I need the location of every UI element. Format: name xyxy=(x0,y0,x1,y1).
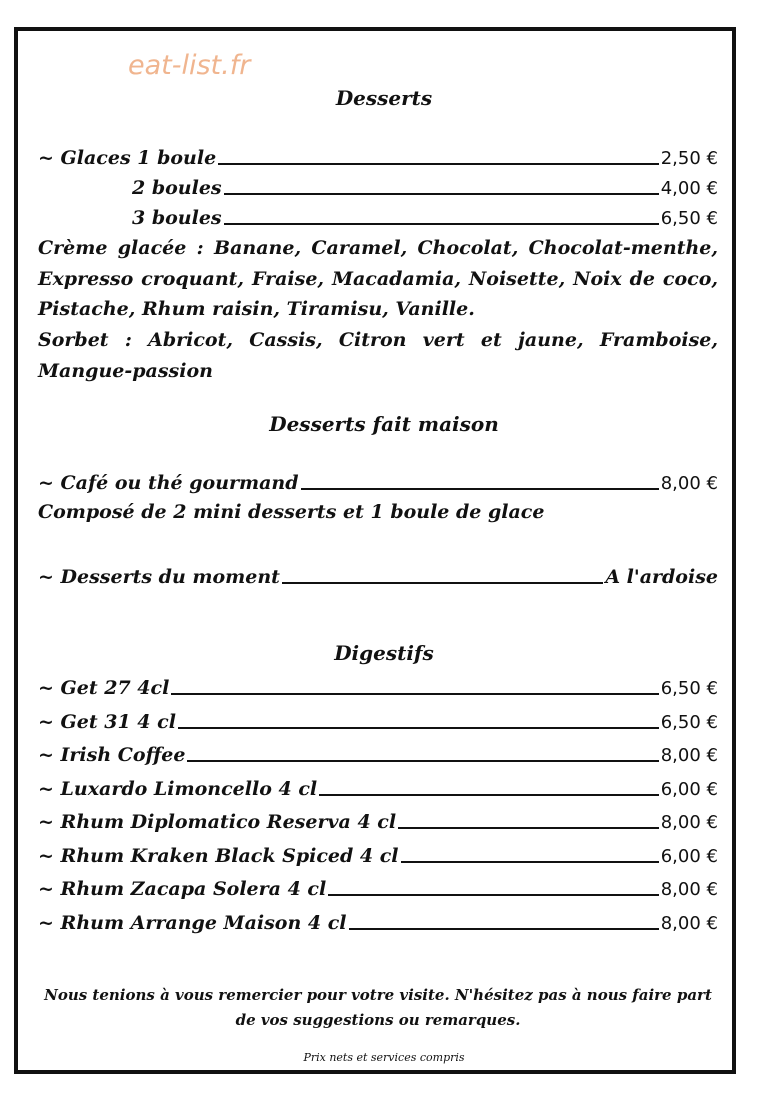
dotted-leader xyxy=(401,861,659,863)
dotted-leader xyxy=(398,827,659,829)
menu-item-digestif xyxy=(38,908,718,934)
item-price: 2,50 € xyxy=(660,148,718,169)
menu-item-digestif xyxy=(38,774,718,800)
item-price: 8,00 € xyxy=(660,812,718,833)
desserts-maison-title: Desserts fait maison xyxy=(269,412,499,436)
dotted-leader xyxy=(171,693,658,695)
menu-item-digestif xyxy=(38,740,718,766)
item-price: 6,00 € xyxy=(660,846,718,867)
item-label: ~ Get 31 4 cl xyxy=(38,711,176,733)
menu-item-glaces-2-boules xyxy=(132,173,718,199)
item-label: ~ Rhum Diplomatico Reserva 4 cl xyxy=(38,811,397,833)
menu-item-cafe-gourmand xyxy=(38,468,718,494)
thank-you-message: Nous tenions à vous remercier pour votre visite. N'hésitez pas à nous faire part de vos suggestions ou remarques. xyxy=(44,986,712,1029)
item-label: ~ Rhum Arrange Maison 4 cl xyxy=(38,912,347,934)
watermark: eat-list.fr xyxy=(128,50,251,81)
desserts-title: Desserts xyxy=(335,86,433,110)
dotted-leader xyxy=(349,928,659,930)
item-label: ~ Rhum Zacapa Solera 4 cl xyxy=(38,878,327,900)
item-price: 8,00 € xyxy=(660,745,718,766)
dotted-leader xyxy=(328,894,659,896)
digestifs-title: Digestifs xyxy=(334,641,434,665)
item-label: ~ Rhum Kraken Black Spiced 4 cl xyxy=(38,845,399,867)
item-price: 8,00 € xyxy=(660,473,718,494)
item-price: 8,00 € xyxy=(660,879,718,900)
item-price: 6,50 € xyxy=(660,208,718,229)
item-price: 6,50 € xyxy=(660,678,718,699)
item-label: ~ Glaces 1 boule xyxy=(38,147,217,169)
item-label: 2 boules xyxy=(132,177,222,199)
creme-glacee-flavors: Crème glacée : Banane, Caramel, Chocolat, Chocolat-menthe, Expresso croquant, Fraise, Macadamia, Noisette, Noix de coco, Pistache, Rhum raisin, Tiramisu, Vanille. xyxy=(38,237,718,320)
dotted-leader xyxy=(218,163,659,165)
price-note: Prix nets et services compris xyxy=(303,1051,465,1064)
menu-item-digestif xyxy=(38,707,718,733)
item-price: A l'ardoise xyxy=(605,566,718,588)
item-label: ~ Irish Coffee xyxy=(38,744,186,766)
item-label: ~ Desserts du moment xyxy=(38,566,280,588)
menu-item-digestif xyxy=(38,874,718,900)
item-label: ~ Luxardo Limoncello 4 cl xyxy=(38,778,318,800)
dotted-leader xyxy=(224,223,659,225)
dotted-leader xyxy=(301,488,659,490)
dotted-leader xyxy=(224,193,659,195)
menu-item-digestif xyxy=(38,807,718,833)
menu-item-glaces-3-boules xyxy=(132,203,718,229)
cafe-gourmand-description: Composé de 2 mini desserts et 1 boule de glace xyxy=(38,501,545,523)
item-price: 6,00 € xyxy=(660,779,718,800)
dotted-leader xyxy=(282,582,603,584)
menu-item-desserts-du-moment xyxy=(38,562,718,588)
menu-item-glaces-1-boule xyxy=(38,143,718,169)
menu-item-digestif xyxy=(38,673,718,699)
item-price: 8,00 € xyxy=(660,913,718,934)
dotted-leader xyxy=(187,760,658,762)
item-label: ~ Get 27 4cl xyxy=(38,677,170,699)
sorbet-flavors: Sorbet : Abricot, Cassis, Citron vert et jaune, Framboise, Mangue-passion xyxy=(38,329,718,382)
item-price: 6,50 € xyxy=(660,712,718,733)
dotted-leader xyxy=(178,727,659,729)
item-price: 4,00 € xyxy=(660,178,718,199)
item-label: 3 boules xyxy=(132,207,222,229)
menu-item-digestif xyxy=(38,841,718,867)
dotted-leader xyxy=(319,794,659,796)
item-label: ~ Café ou thé gourmand xyxy=(38,472,299,494)
